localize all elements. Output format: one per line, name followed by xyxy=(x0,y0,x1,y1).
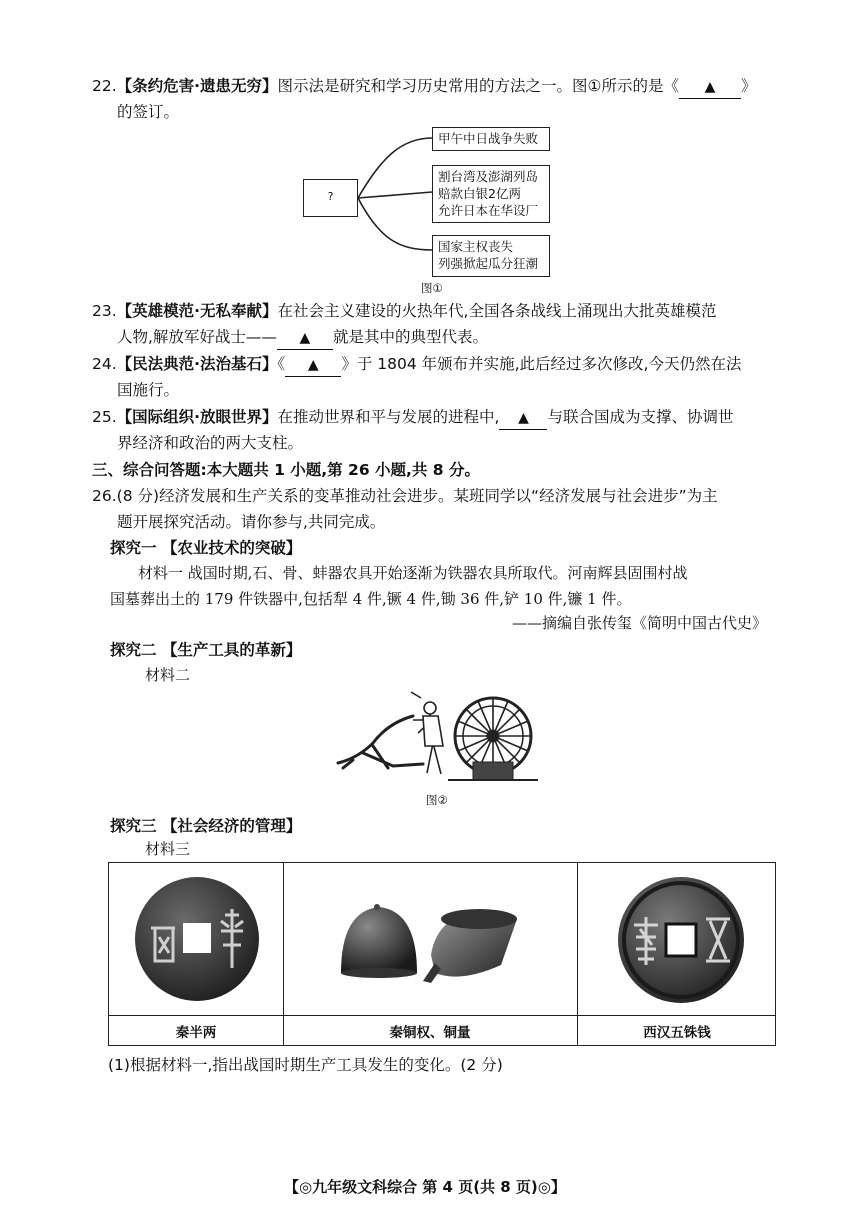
answer-blank[interactable] xyxy=(499,406,547,430)
blank-marker: ▲ xyxy=(307,357,319,373)
qin-banliang-coin-image xyxy=(131,873,263,1005)
table-divider xyxy=(577,863,578,1045)
answer-blank[interactable] xyxy=(679,75,741,99)
farmer-icon xyxy=(411,692,443,774)
explore-3-title: 探究三 【社会经济的管理】 xyxy=(110,817,302,835)
question-text: 就是其中的典型代表。 xyxy=(332,328,488,346)
diagram-box-terms xyxy=(432,165,550,223)
question-number: 25. xyxy=(92,408,117,426)
material-3-label: 材料三 xyxy=(145,840,191,858)
answer-blank[interactable] xyxy=(285,353,341,377)
plough-icon xyxy=(338,716,423,768)
diagram-box-war-defeat: 甲午中日战争失败 xyxy=(432,127,550,151)
consequence-line: 国家主权丧失 xyxy=(438,239,514,254)
question-tag: 【国际组织·放眼世界】 xyxy=(116,408,278,426)
section-3-heading: 三、综合问答题:本大题共 1 小题,第 26 小题,共 8 分。 xyxy=(92,461,480,479)
coins-table xyxy=(108,862,776,1046)
question-22 xyxy=(92,75,756,99)
coin-caption-han-wuzhu: 西汉五铢钱 xyxy=(643,1025,711,1041)
question-23 xyxy=(92,300,716,322)
question-22-cont: 的签订。 xyxy=(117,103,180,121)
question-text: 《 xyxy=(277,355,286,373)
material-1-line: 国墓葬出土的 179 件铁器中,包括犁 4 件,镢 4 件,锄 36 件,铲 10 件,镰 1 件。 xyxy=(110,590,632,608)
term-line: 允许日本在华设厂 xyxy=(438,203,539,218)
waterwheel-icon xyxy=(448,698,538,780)
caption-qin-weight-measure: 秦铜权、铜量 xyxy=(389,1025,471,1041)
question-tag: 【民法典范·法治基石】 xyxy=(116,355,278,373)
term-line: 赔款白银2亿两 xyxy=(438,186,521,201)
consequence-line: 列强掀起瓜分狂潮 xyxy=(438,256,539,271)
explore-1-title: 探究一 【农业技术的突破】 xyxy=(110,539,302,557)
term-line: 割台湾及澎湖列岛 xyxy=(438,169,539,184)
question-25-cont: 界经济和政治的两大支柱。 xyxy=(117,434,304,452)
diagram-box-consequences xyxy=(432,235,550,277)
question-25 xyxy=(92,406,734,430)
question-text-close: 》 xyxy=(740,77,757,95)
material-2-label: 材料二 xyxy=(145,666,191,684)
western-han-wuzhu-coin-image xyxy=(614,873,748,1007)
figure-2-caption: 图② xyxy=(426,793,448,807)
question-text: 图示法是研究和学习历史常用的方法之一。图①所示的是《 xyxy=(277,77,679,95)
question-number: 23. xyxy=(92,302,117,320)
question-text: 在推动世界和平与发展的进程中, xyxy=(277,408,500,426)
blank-marker: ▲ xyxy=(299,330,311,346)
answer-blank[interactable] xyxy=(277,326,333,350)
question-text: 》于 1804 年颁布并实施,此后经过多次修改,今天仍然在法 xyxy=(341,355,742,373)
question-tag: 【条约危害·遗患无穷】 xyxy=(116,77,278,95)
question-text: 与联合国成为支撑、协调世 xyxy=(547,408,734,426)
question-tag: 【英雄模范·无私奉献】 xyxy=(116,302,278,320)
figure-1-caption: 图① xyxy=(421,281,443,295)
question-26-stem-cont: 题开展探究活动。请你参与,共同完成。 xyxy=(117,513,386,531)
coin-caption-qin-banliang: 秦半两 xyxy=(175,1025,217,1041)
question-26-stem: 26.(8 分)经济发展和生产关系的变革推动社会进步。某班同学以“经济发展与社会进步”为主 xyxy=(92,487,718,505)
page-footer: 【◎九年级文科综合 第 4 页(共 8 页)◎】 xyxy=(284,1178,566,1196)
question-24-cont: 国施行。 xyxy=(117,381,180,399)
qin-bronze-weight-measure-image xyxy=(331,893,541,1003)
question-number: 22. xyxy=(92,77,117,95)
blank-marker: ▲ xyxy=(704,79,716,95)
question-23-cont xyxy=(117,326,488,350)
plough-waterwheel-illustration xyxy=(333,688,543,788)
question-text: 人物,解放军好战士—— xyxy=(117,328,277,346)
table-divider xyxy=(283,863,284,1045)
explore-2-title: 探究二 【生产工具的革新】 xyxy=(110,641,302,659)
blank-marker: ▲ xyxy=(518,410,529,426)
unknown-center-box: ? xyxy=(303,179,358,217)
question-text: 在社会主义建设的火热年代,全国各条战线上涌现出大批英雄模范 xyxy=(277,302,717,320)
question-number: 24. xyxy=(92,355,117,373)
material-1-source: ——摘编自张传玺《简明中国古代史》 xyxy=(512,614,768,632)
table-divider xyxy=(109,1015,775,1016)
sub-question-1: (1)根据材料一,指出战国时期生产工具发生的变化。(2 分) xyxy=(108,1056,503,1074)
question-24 xyxy=(92,353,741,377)
material-1-line: 材料一 战国时期,石、骨、蚌器农具开始逐渐为铁器农具所取代。河南辉县固围村战 xyxy=(138,564,688,582)
